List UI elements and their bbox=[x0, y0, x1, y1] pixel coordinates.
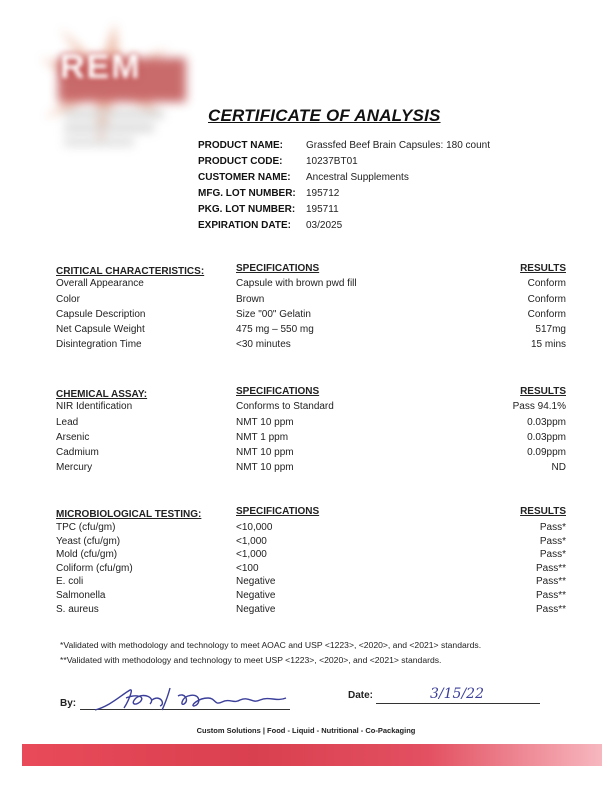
table-row bbox=[56, 294, 566, 309]
results-header: RESULTS bbox=[520, 506, 566, 517]
product-label: PRODUCT NAME: bbox=[198, 140, 283, 151]
date-label: Date: bbox=[348, 690, 374, 701]
test-spec: NMT 1 ppm bbox=[236, 431, 289, 443]
product-value: 195711 bbox=[306, 204, 339, 215]
test-name: Salmonella bbox=[56, 589, 106, 601]
test-name: S. aureus bbox=[56, 603, 99, 615]
table-row bbox=[56, 432, 566, 447]
product-value: 10237BT01 bbox=[306, 156, 358, 167]
test-name: Overall Appearance bbox=[56, 278, 144, 290]
table-row bbox=[56, 447, 566, 462]
test-name: E. coli bbox=[56, 576, 84, 588]
section-title: MICROBIOLOGICAL TESTING: bbox=[56, 509, 202, 520]
table-row bbox=[56, 604, 566, 618]
test-spec: Size "00" Gelatin bbox=[236, 308, 311, 320]
results-header: RESULTS bbox=[520, 386, 566, 397]
microbiological-testing-section bbox=[56, 506, 566, 617]
test-spec: <1,000 bbox=[236, 549, 267, 561]
date-line bbox=[376, 703, 540, 704]
product-value: 03/2025 bbox=[306, 220, 343, 231]
table-row bbox=[56, 563, 566, 577]
table-row bbox=[56, 576, 566, 590]
test-result: Pass* bbox=[539, 535, 566, 547]
test-result: Pass** bbox=[535, 603, 566, 615]
test-result: Pass** bbox=[535, 589, 566, 601]
test-spec: <10,000 bbox=[236, 522, 273, 533]
table-row bbox=[56, 401, 566, 416]
product-value: Ancestral Supplements bbox=[306, 172, 409, 183]
product-value: 195712 bbox=[306, 188, 340, 199]
footnotes bbox=[60, 640, 481, 670]
date-value: 3/15/22 bbox=[430, 686, 484, 702]
test-name: NIR Identification bbox=[56, 401, 133, 413]
table-row bbox=[56, 536, 566, 550]
test-result: Conform bbox=[527, 293, 566, 305]
test-result: Conform bbox=[527, 308, 566, 320]
test-result: 0.03ppm bbox=[527, 431, 566, 443]
test-spec: NMT 10 ppm bbox=[236, 416, 294, 428]
section-title: CHEMICAL ASSAY: bbox=[56, 389, 148, 400]
test-name: TPC (cfu/gm) bbox=[56, 522, 116, 533]
section-header bbox=[56, 263, 566, 278]
table-row bbox=[56, 339, 566, 354]
test-result: ND bbox=[551, 462, 566, 474]
table-row bbox=[56, 324, 566, 339]
test-name: Disintegration Time bbox=[56, 339, 142, 351]
results-header: RESULTS bbox=[520, 263, 566, 274]
test-name: Mold (cfu/gm) bbox=[56, 549, 118, 561]
section-header bbox=[56, 506, 566, 522]
product-row bbox=[198, 140, 490, 156]
specifications-header: SPECIFICATIONS bbox=[236, 263, 320, 274]
footer-tagline: Custom Solutions | Food - Liquid - Nutritional - Co-Packaging bbox=[196, 726, 416, 735]
product-row bbox=[198, 172, 490, 188]
test-name: Net Capsule Weight bbox=[56, 324, 145, 336]
table-row bbox=[56, 522, 566, 536]
test-spec: Negative bbox=[236, 603, 276, 615]
test-name: Color bbox=[56, 293, 80, 305]
test-name: Coliform (cfu/gm) bbox=[56, 562, 133, 574]
test-spec: <100 bbox=[236, 562, 259, 574]
product-label: PRODUCT CODE: bbox=[198, 156, 283, 167]
product-label: PKG. LOT NUMBER: bbox=[198, 204, 296, 215]
product-row bbox=[198, 156, 490, 172]
test-result: 517mg bbox=[535, 324, 566, 336]
test-result: Pass** bbox=[535, 576, 566, 588]
test-result: 0.03ppm bbox=[527, 416, 566, 428]
critical-characteristics-section bbox=[56, 263, 566, 355]
test-result: 15 mins bbox=[530, 339, 566, 351]
test-result: Conform bbox=[527, 278, 566, 290]
logo-wordmark: REM bbox=[60, 48, 142, 86]
test-spec: Conforms to Standard bbox=[236, 401, 334, 413]
product-label: MFG. LOT NUMBER: bbox=[198, 188, 296, 199]
product-value: Grassfed Beef Brain Capsules: 180 count bbox=[306, 140, 490, 151]
section-header bbox=[56, 386, 566, 401]
test-name: Cadmium bbox=[56, 447, 99, 459]
test-spec: Negative bbox=[236, 576, 276, 588]
test-spec: 475 mg – 550 mg bbox=[236, 324, 314, 336]
table-row bbox=[56, 417, 566, 432]
page-title: CERTIFICATE OF ANALYSIS bbox=[208, 106, 441, 125]
test-spec: NMT 10 ppm bbox=[236, 447, 294, 459]
test-result: 0.09ppm bbox=[527, 447, 566, 459]
product-row bbox=[198, 188, 490, 204]
test-result: Pass 94.1% bbox=[512, 401, 566, 413]
signature-row bbox=[60, 686, 560, 720]
product-info bbox=[198, 140, 490, 236]
section-title: CRITICAL CHARACTERISTICS: bbox=[56, 266, 205, 277]
product-label: EXPIRATION DATE: bbox=[198, 220, 291, 231]
test-result: Pass* bbox=[539, 522, 566, 533]
test-spec: Brown bbox=[236, 293, 265, 305]
test-result: Pass* bbox=[539, 549, 566, 561]
test-name: Lead bbox=[56, 416, 79, 428]
test-spec: <30 minutes bbox=[236, 339, 291, 351]
product-label: CUSTOMER NAME: bbox=[198, 172, 291, 183]
table-row bbox=[56, 549, 566, 563]
product-row bbox=[198, 204, 490, 220]
test-spec: Capsule with brown pwd fill bbox=[236, 278, 357, 290]
test-name: Yeast (cfu/gm) bbox=[56, 535, 121, 547]
specifications-header: SPECIFICATIONS bbox=[236, 386, 320, 397]
test-name: Mercury bbox=[56, 462, 93, 474]
footer-brand-bar bbox=[22, 744, 602, 766]
table-row bbox=[56, 309, 566, 324]
test-spec: NMT 10 ppm bbox=[236, 462, 294, 474]
test-name: Arsenic bbox=[56, 431, 90, 443]
by-label: By: bbox=[60, 698, 77, 709]
test-spec: <1,000 bbox=[236, 535, 267, 547]
product-row bbox=[198, 220, 490, 236]
handwritten-signature bbox=[90, 684, 300, 714]
specifications-header: SPECIFICATIONS bbox=[236, 506, 320, 517]
footnote: *Validated with methodology and technology to meet AOAC and USP <1223>, <2020>, and <2021> standards. bbox=[60, 640, 482, 650]
footnote: **Validated with methodology and technology to meet USP <1223>, <2020>, and <2021> standards. bbox=[60, 655, 442, 665]
test-spec: Negative bbox=[236, 589, 276, 601]
chemical-assay-section bbox=[56, 386, 566, 478]
table-row bbox=[56, 590, 566, 604]
test-name: Capsule Description bbox=[56, 308, 146, 320]
test-result: Pass** bbox=[535, 562, 566, 574]
table-row bbox=[56, 462, 566, 477]
table-row bbox=[56, 278, 566, 293]
